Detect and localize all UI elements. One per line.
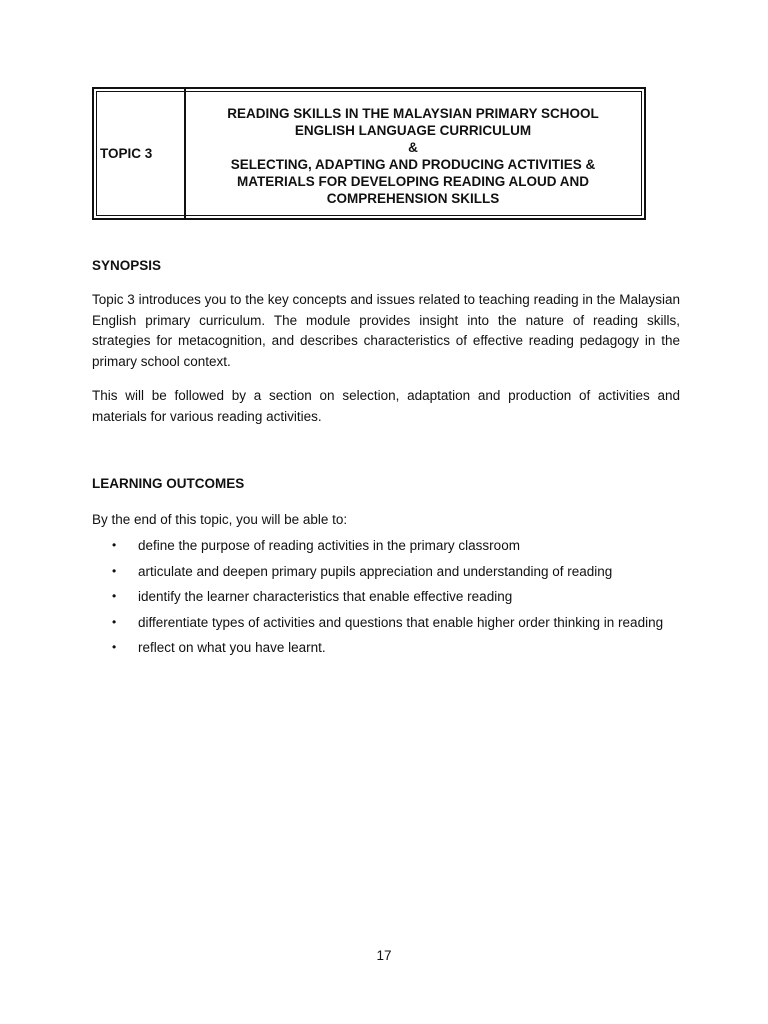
list-item — [92, 559, 680, 585]
list-item-text: reflect on what you have learnt. — [138, 640, 326, 655]
topic-title-line: MATERIALS FOR DEVELOPING READING ALOUD AND — [236, 174, 589, 189]
topic-title-line: SELECTING, ADAPTING AND PRODUCING ACTIVITIES & — [230, 157, 596, 172]
topic-title-line: READING SKILLS IN THE MALAYSIAN PRIMARY SCHOOL — [227, 106, 599, 121]
synopsis-paragraph-2: This will be followed by a section on selection, adaptation and production of activities and materials for various reading activities. — [92, 388, 680, 424]
list-item-text: articulate and deepen primary pupils appreciation and understanding of reading — [138, 563, 613, 579]
list-item-text: identify the learner characteristics that enable effective reading — [138, 589, 513, 604]
list-item — [92, 635, 680, 661]
list-item — [92, 610, 680, 636]
synopsis-heading: SYNOPSIS — [92, 258, 162, 273]
list-item — [92, 533, 680, 559]
bullet-icon: • — [112, 589, 117, 603]
topic-title-line: ENGLISH LANGUAGE CURRICULUM — [294, 123, 532, 138]
synopsis-paragraph-1: Topic 3 introduces you to the key concepts and issues related to teaching reading in the Malaysian English primary curriculum. The module provides insight into the nature of reading skills, strategies for metacognition, and describes characteristics of effective reading pedagogy in the primary school context. — [92, 292, 680, 369]
topic-divider — [184, 89, 186, 218]
learning-outcomes-heading: LEARNING OUTCOMES — [92, 476, 245, 491]
list-item-text: differentiate types of activities and questions that enable higher order thinking in reading — [138, 614, 664, 630]
learning-outcomes-list — [92, 533, 680, 661]
list-item-text: define the purpose of reading activities in the primary classroom — [138, 538, 520, 553]
list-item — [92, 584, 680, 610]
topic-title-line: & — [408, 140, 418, 155]
learning-outcomes-intro: By the end of this topic, you will be able to: — [92, 512, 348, 527]
topic-header-box — [92, 87, 646, 220]
bullet-icon: • — [112, 614, 117, 629]
topic-title-line: COMPREHENSION SKILLS — [326, 191, 500, 206]
topic-title — [188, 105, 638, 207]
bullet-icon: • — [112, 563, 117, 578]
topic-label: TOPIC 3 — [100, 146, 153, 161]
bullet-icon: • — [112, 640, 117, 654]
bullet-icon: • — [112, 538, 117, 552]
page-number: 17 — [376, 948, 392, 963]
